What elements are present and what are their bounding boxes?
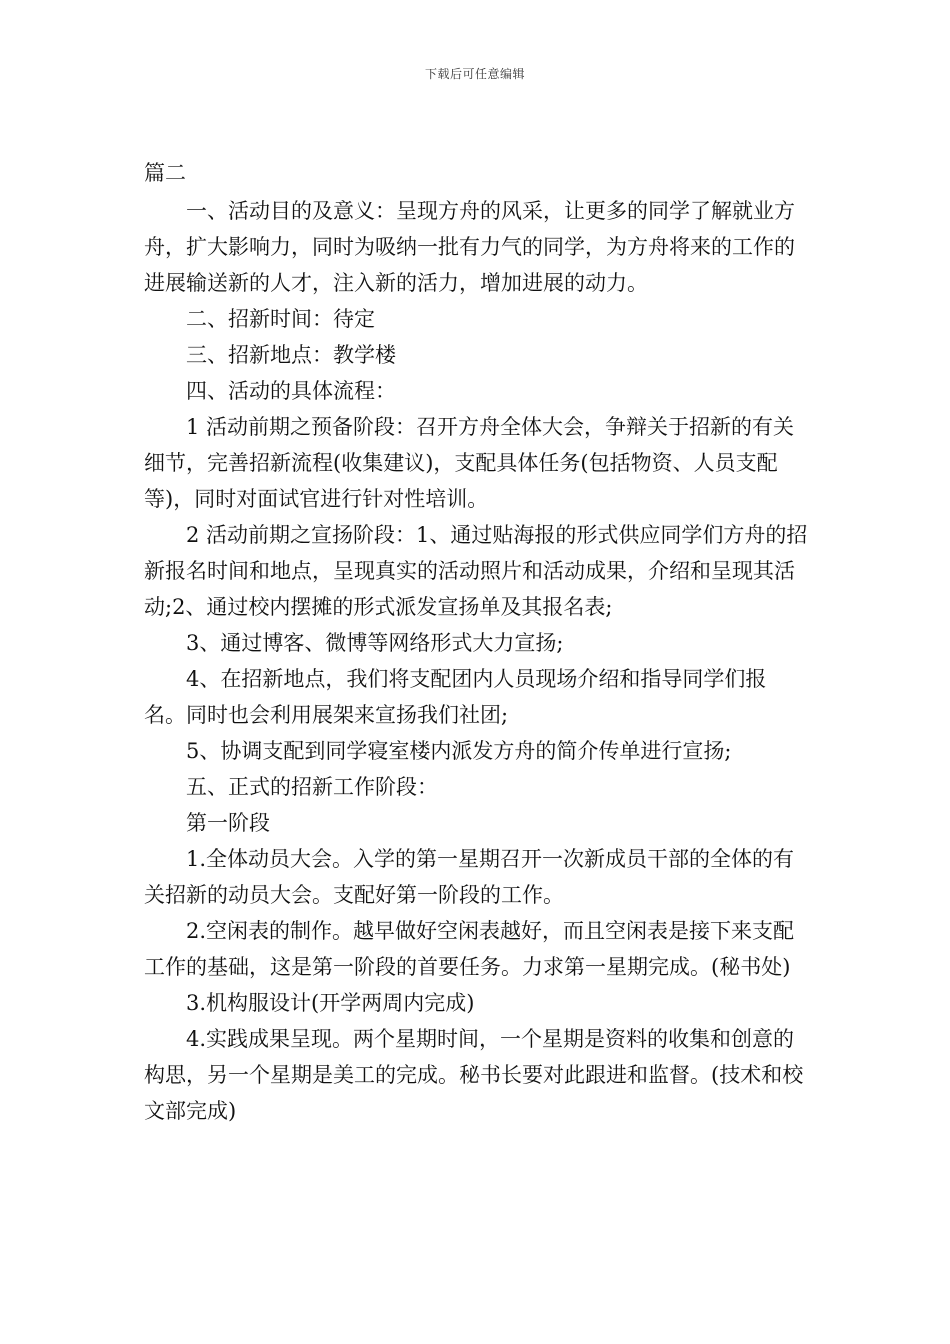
paragraph-online-promotion: 3、通过博客、微博等网络形式大力宣扬;	[186, 631, 564, 655]
paragraph-purpose: 一、活动目的及意义：呈现方舟的风采，让更多的同学了解就业方舟，扩大影响力，同时为吸纳一批有力气的同学，为方舟将来的工作的进展输送新的人才，注入新的活力，增加进展的动力。	[144, 199, 795, 295]
paragraph-stage-one-heading: 第一阶段	[186, 811, 270, 835]
paragraph-formal-recruitment: 五、正式的招新工作阶段：	[186, 775, 438, 799]
paragraph-location: 三、招新地点：教学楼	[186, 343, 396, 367]
paragraph-practice-results: 4.实践成果呈现。两个星期时间，一个星期是资料的收集和创意的构思，另一个星期是美工的完成。秘书长要对此跟进和监督。(技术和校文部完成)	[144, 1027, 804, 1123]
paragraph-uniform-design: 3.机构服设计(开学两周内完成)	[186, 991, 475, 1015]
paragraph-onsite-introduction: 4、在招新地点，我们将支配团内人员现场介绍和指导同学们报名。同时也会利用展架来宣扬我们社团;	[144, 667, 767, 727]
document-body	[144, 155, 808, 1129]
paragraph-dorm-flyers: 5、协调支配到同学寝室楼内派发方舟的简介传单进行宣扬;	[186, 739, 732, 763]
section-title: 篇二	[144, 161, 186, 185]
paragraph-promotion-stage: 2 活动前期之宣扬阶段：1、通过贴海报的形式供应同学们方舟的招新报名时间和地点，呈现真实的活动照片和活动成果，介绍和呈现其活动;2、通过校内摆摊的形式派发宣扬单及其报名表;	[144, 523, 808, 619]
paragraph-free-time-table: 2.空闲表的制作。越早做好空闲表越好，而且空闲表是接下来支配工作的基础，这是第一阶段的首要任务。力求第一星期完成。(秘书处)	[144, 919, 795, 979]
paragraph-mobilization-meeting: 1.全体动员大会。入学的第一星期召开一次新成员干部的全体的有关招新的动员大会。支配好第一阶段的工作。	[144, 847, 795, 907]
header-note: 下载后可任意编辑	[424, 67, 525, 81]
paragraph-process-heading: 四、活动的具体流程：	[186, 379, 396, 403]
paragraph-time: 二、招新时间：待定	[186, 307, 375, 331]
paragraph-preparation-stage: 1 活动前期之预备阶段：召开方舟全体大会，争辩关于招新的有关细节，完善招新流程(收集建议)，支配具体任务(包括物资、人员支配等)，同时对面试官进行针对性培训。	[144, 415, 795, 511]
